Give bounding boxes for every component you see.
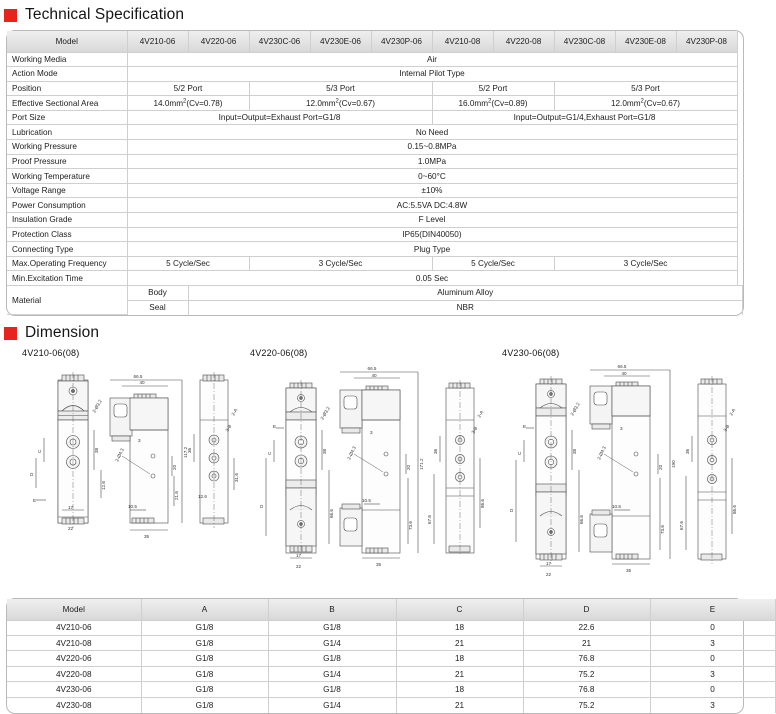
svg-text:2-Ø4.3: 2-Ø4.3	[596, 445, 607, 461]
svg-text:D: D	[509, 508, 514, 513]
spec-row-label: Max.Operating Frequency	[7, 256, 127, 271]
spec-cell: $12.0mm^2(Cv=0.67)$	[554, 96, 737, 111]
spec-row	[7, 125, 743, 140]
svg-text:171.2: 171.2	[419, 458, 424, 471]
spec-cell: Internal Pilot Type	[127, 67, 737, 82]
svg-text:17: 17	[546, 561, 552, 567]
spec-row-label: Working Media	[7, 52, 127, 67]
drawing-caption-4v210: 4V210-06(08)	[22, 348, 80, 359]
dim-header-d: D	[523, 599, 650, 620]
svg-text:22: 22	[296, 564, 302, 570]
spec-table-body	[7, 52, 743, 315]
svg-text:31.6: 31.6	[234, 473, 239, 483]
spec-cell: $14.0mm^2(Cv=0.78)$	[127, 96, 249, 111]
dim-cell: 0	[650, 651, 775, 666]
svg-text:73.6: 73.6	[408, 521, 413, 531]
svg-text:73.6: 73.6	[660, 525, 665, 535]
dimension-section-title: Dimension	[25, 324, 100, 342]
svg-text:66.5: 66.5	[617, 364, 627, 370]
spec-section-title: Technical Specification	[25, 6, 185, 23]
dim-cell: G1/8	[141, 697, 268, 712]
svg-text:E: E	[33, 498, 37, 504]
spec-header-model-5: 4V210-08	[432, 31, 493, 52]
svg-text:C: C	[37, 449, 42, 454]
svg-text:38: 38	[94, 448, 99, 454]
drawing-block-4v220	[250, 348, 500, 588]
material-value: Aluminum Alloy	[188, 286, 743, 301]
dim-header-model: Model	[7, 599, 141, 620]
dim-cell: G1/4	[268, 636, 396, 651]
svg-text:38: 38	[322, 449, 327, 455]
spec-cell: $16.0mm^2(Cv=0.89)$	[432, 96, 554, 111]
material-sub-label: Body	[127, 286, 188, 301]
dim-cell: 3	[650, 697, 775, 712]
spec-cell: Input=Output=Exhaust Port=G1/8	[127, 110, 432, 125]
svg-text:C: C	[267, 451, 272, 456]
drawing-svg-4v220	[250, 358, 500, 583]
dim-cell: 76.8	[523, 682, 650, 697]
spec-row	[7, 227, 743, 242]
spec-cell: F Level	[127, 213, 737, 228]
drawing-svg-4v210	[22, 358, 252, 583]
dim-cell-model: 4V210-06	[7, 620, 141, 635]
svg-text:66.6: 66.6	[329, 509, 334, 519]
spec-row-label: Effective Sectional Area	[7, 96, 127, 111]
spec-row	[7, 183, 743, 198]
dim-header-a: A	[141, 599, 268, 620]
dim-cell: 21	[523, 636, 650, 651]
svg-text:190: 190	[671, 460, 676, 469]
drawing-caption-4v220: 4V220-06(08)	[250, 348, 308, 359]
svg-text:3: 3	[138, 438, 141, 444]
svg-text:3: 3	[620, 426, 623, 432]
svg-text:66.5: 66.5	[133, 374, 143, 380]
svg-text:17: 17	[68, 505, 74, 511]
svg-text:40: 40	[139, 380, 145, 386]
svg-text:35: 35	[144, 534, 150, 540]
spec-row	[7, 213, 743, 228]
spec-header-model-4: 4V230P-06	[371, 31, 432, 52]
dim-cell: 22.6	[523, 620, 650, 635]
material-value: NBR	[188, 300, 743, 315]
spec-row-label: Working Temperature	[7, 169, 127, 184]
svg-text:3-B: 3-B	[470, 425, 479, 435]
spec-cell: AC:5.5VA DC:4.8W	[127, 198, 737, 213]
dim-cell: G1/4	[268, 666, 396, 681]
spec-cell: IP65(DIN40050)	[127, 227, 737, 242]
spec-row	[7, 110, 743, 125]
dim-cell: 3	[650, 666, 775, 681]
spec-header-model-2: 4V230C-06	[249, 31, 310, 52]
svg-text:67.6: 67.6	[427, 515, 432, 525]
spec-header-row	[7, 31, 743, 52]
spec-row	[7, 154, 743, 169]
svg-text:C: C	[517, 451, 522, 456]
spec-row	[7, 198, 743, 213]
svg-text:E: E	[523, 424, 527, 430]
svg-text:35: 35	[376, 562, 382, 568]
material-sub-label: Seal	[127, 300, 188, 315]
spec-row-label: Voltage Range	[7, 183, 127, 198]
svg-text:2-Ø3.2: 2-Ø3.2	[569, 402, 581, 417]
spec-header-model-0: 4V210-06	[127, 31, 188, 52]
svg-text:67.6: 67.6	[679, 521, 684, 531]
spec-row-label: Power Consumption	[7, 198, 127, 213]
spec-cell: Input=Output=G1/4,Exhaust Port=G1/8	[432, 110, 737, 125]
svg-text:10.5: 10.5	[362, 498, 371, 504]
dim-cell: 3	[650, 636, 775, 651]
table-row	[7, 620, 775, 635]
table-row	[7, 697, 775, 712]
dim-cell: G1/8	[141, 620, 268, 635]
spec-row	[7, 169, 743, 184]
dimension-header-row	[7, 599, 775, 620]
svg-text:20: 20	[406, 465, 411, 471]
spec-cell: 3 Cycle/Sec	[554, 256, 737, 271]
dim-cell: G1/8	[141, 666, 268, 681]
svg-text:3-B: 3-B	[224, 423, 233, 433]
table-row	[7, 666, 775, 681]
spec-row	[7, 96, 743, 111]
spec-cell: ±10%	[127, 183, 737, 198]
drawing-svg-4v230	[502, 358, 750, 583]
svg-text:66.6: 66.6	[579, 515, 584, 525]
dimension-table	[7, 599, 776, 712]
spec-cell: $12.0mm^2(Cv=0.67)$	[249, 96, 432, 111]
svg-text:2-A: 2-A	[728, 407, 737, 417]
spec-cell: 3 Cycle/Sec	[249, 256, 432, 271]
dim-cell: G1/8	[268, 651, 396, 666]
svg-text:2-Ø3.2: 2-Ø3.2	[91, 399, 103, 414]
spec-row	[7, 271, 743, 286]
dimension-drawings-area	[0, 348, 750, 594]
spec-cell: 5 Cycle/Sec	[127, 256, 249, 271]
svg-text:36: 36	[433, 449, 438, 455]
svg-text:2-Ø3.2: 2-Ø3.2	[319, 406, 331, 421]
spec-row-label: Proof Pressure	[7, 154, 127, 169]
spec-header-model-6: 4V220-08	[493, 31, 554, 52]
dim-header-c: C	[396, 599, 523, 620]
svg-text:12.6: 12.6	[198, 494, 207, 500]
dim-cell-model: 4V210-08	[7, 636, 141, 651]
spec-header-model-7: 4V230C-08	[554, 31, 615, 52]
spec-row	[7, 81, 743, 96]
dimension-table-body	[7, 620, 775, 712]
spec-row	[7, 67, 743, 82]
dim-cell: 18	[396, 620, 523, 635]
svg-text:E: E	[273, 424, 277, 430]
spec-cell: No Need	[127, 125, 737, 140]
technical-specification-table	[7, 31, 743, 315]
spec-cell: 0.05 Sec	[127, 271, 737, 286]
svg-text:22: 22	[68, 526, 74, 532]
spec-row	[7, 52, 743, 67]
svg-text:2-A: 2-A	[230, 407, 239, 417]
drawing-block-4v230	[502, 348, 750, 588]
dim-cell: G1/8	[141, 651, 268, 666]
spec-row-label: Port Size	[7, 110, 127, 125]
svg-text:10.5: 10.5	[612, 504, 621, 510]
spec-row-label: Insulation Grade	[7, 213, 127, 228]
dim-cell-model: 4V220-06	[7, 651, 141, 666]
spec-header-model-9: 4V230P-08	[676, 31, 737, 52]
dim-cell: 18	[396, 651, 523, 666]
spec-cell: 5/2 Port	[127, 81, 249, 96]
svg-text:86.6: 86.6	[480, 499, 485, 509]
spec-cell: 5 Cycle/Sec	[432, 256, 554, 271]
dim-header-b: B	[268, 599, 396, 620]
spec-row-label: Position	[7, 81, 127, 96]
red-square-marker-icon	[4, 9, 17, 22]
svg-text:3-B: 3-B	[722, 423, 731, 433]
svg-text:D: D	[259, 504, 264, 509]
spec-cell: Plug Type	[127, 242, 737, 257]
spec-cell: Air	[127, 52, 737, 67]
svg-text:17: 17	[296, 553, 302, 559]
spec-row	[7, 242, 743, 257]
dim-cell: G1/8	[141, 636, 268, 651]
dim-cell: G1/4	[268, 697, 396, 712]
svg-text:117.2: 117.2	[183, 447, 188, 459]
spec-table-frame	[6, 30, 744, 316]
svg-text:2-Ø4.3: 2-Ø4.3	[114, 447, 125, 463]
spec-row	[7, 140, 743, 155]
dim-cell-model: 4V230-06	[7, 682, 141, 697]
spec-row-label: Min.Excitation Time	[7, 271, 127, 286]
spec-row-label: Working Pressure	[7, 140, 127, 155]
spec-cell: 0~60°C	[127, 169, 737, 184]
table-row	[7, 651, 775, 666]
spec-header-model-8: 4V230E-08	[615, 31, 676, 52]
spec-cell: 0.15~0.8MPa	[127, 140, 737, 155]
svg-text:10.5: 10.5	[128, 504, 137, 510]
spec-section-header	[0, 0, 750, 30]
dim-cell: 18	[396, 682, 523, 697]
dimension-section-header	[0, 320, 750, 346]
dim-cell: G1/8	[268, 620, 396, 635]
drawing-caption-4v230: 4V230-06(08)	[502, 348, 560, 359]
dim-cell: 75.2	[523, 666, 650, 681]
svg-text:3: 3	[370, 430, 373, 436]
dim-cell: 21	[396, 636, 523, 651]
material-label: Material	[7, 286, 127, 315]
svg-text:86.6: 86.6	[732, 505, 737, 515]
svg-text:21.6: 21.6	[174, 491, 179, 501]
dim-cell-model: 4V220-08	[7, 666, 141, 681]
table-row	[7, 636, 775, 651]
red-square-marker-icon-2	[4, 327, 17, 340]
dim-header-e: E	[650, 599, 775, 620]
spec-row-label: Lubrication	[7, 125, 127, 140]
svg-text:36: 36	[187, 448, 192, 454]
svg-text:22: 22	[546, 572, 552, 578]
svg-text:2-A: 2-A	[476, 409, 485, 419]
spec-header-model-1: 4V220-06	[188, 31, 249, 52]
svg-text:40: 40	[621, 371, 627, 377]
dim-cell: 21	[396, 666, 523, 681]
dim-cell: G1/8	[141, 682, 268, 697]
dimension-table-frame	[6, 598, 744, 713]
dim-cell: 75.2	[523, 697, 650, 712]
dim-cell: G1/8	[268, 682, 396, 697]
dim-cell: 76.8	[523, 651, 650, 666]
spec-header-model: Model	[7, 31, 127, 52]
svg-text:12.6: 12.6	[101, 481, 106, 491]
spec-row-label: Protection Class	[7, 227, 127, 242]
spec-cell: 1.0MPa	[127, 154, 737, 169]
svg-text:20: 20	[172, 465, 177, 471]
table-row	[7, 682, 775, 697]
spec-cell: 5/2 Port	[432, 81, 554, 96]
svg-text:20: 20	[658, 465, 663, 471]
spec-cell: 5/3 Port	[554, 81, 737, 96]
spec-row-label: Action Mode	[7, 67, 127, 82]
spec-row	[7, 256, 743, 271]
spec-header-model-3: 4V230E-06	[310, 31, 371, 52]
svg-text:40: 40	[371, 373, 377, 379]
svg-text:2-Ø4.3: 2-Ø4.3	[346, 445, 357, 461]
spec-cell: 5/3 Port	[249, 81, 432, 96]
svg-text:66.5: 66.5	[367, 366, 377, 372]
svg-text:38: 38	[572, 449, 577, 455]
dim-cell-model: 4V230-08	[7, 697, 141, 712]
spec-row-label: Connecting Type	[7, 242, 127, 257]
dim-cell: 21	[396, 697, 523, 712]
svg-text:D: D	[29, 472, 34, 477]
dim-cell: 0	[650, 682, 775, 697]
svg-text:36: 36	[685, 449, 690, 455]
drawing-block-4v210	[22, 348, 252, 588]
svg-text:35: 35	[626, 568, 632, 574]
dim-cell: 0	[650, 620, 775, 635]
spec-row-material	[7, 286, 743, 301]
